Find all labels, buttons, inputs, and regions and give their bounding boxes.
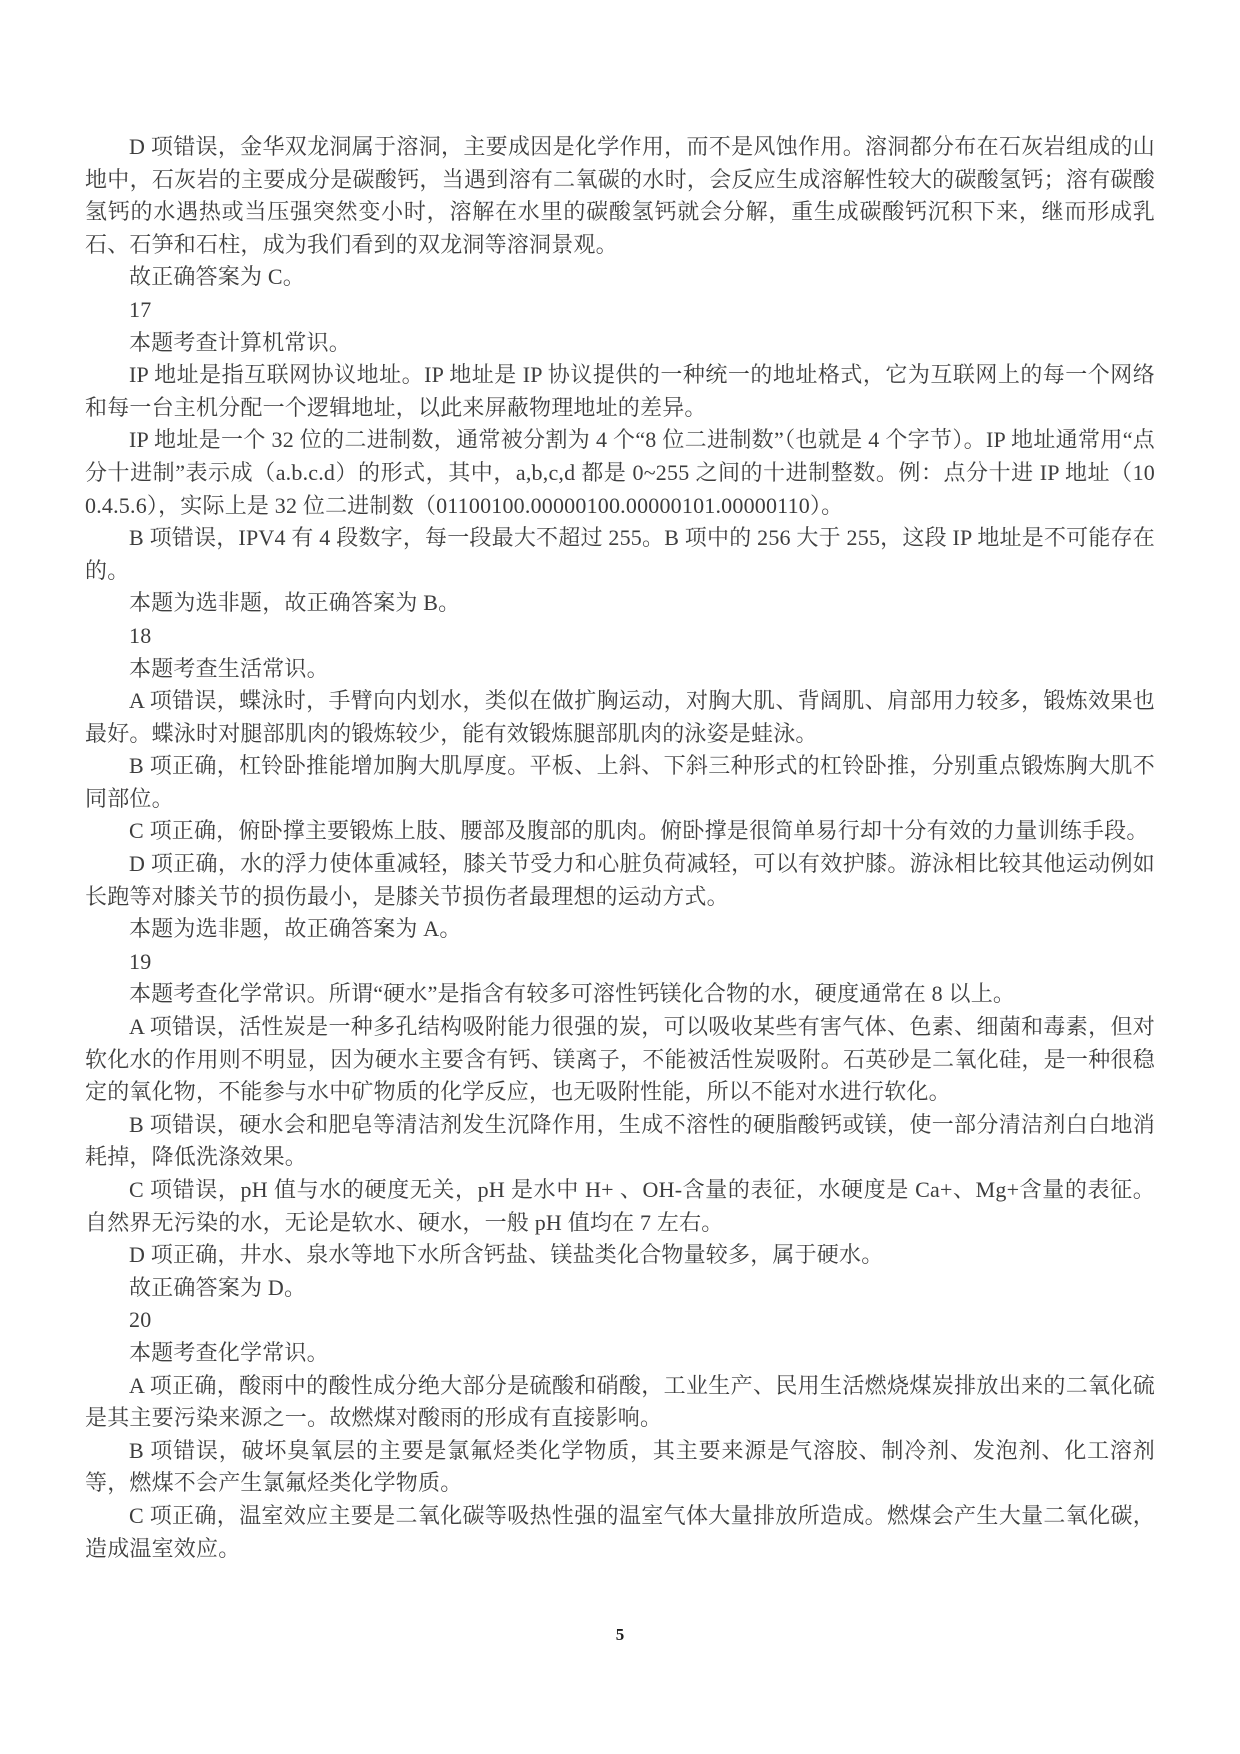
paragraph-option-d-right: D 项正确，井水、泉水等地下水所含钙盐、镁盐类化合物量较多，属于硬水。 bbox=[129, 1242, 884, 1268]
document-body bbox=[85, 131, 1155, 1565]
paragraph-answer-line: 故正确答案为 C。 bbox=[129, 264, 305, 290]
paragraph-option-a-wrong: A 项错误，蝶泳时，手臂向内划水，类似在做扩胸运动，对胸大肌、背阔肌、肩部用力较多，锻炼效果也最好。蝶泳时对腿部肌肉的锻炼较少，能有效锻炼腿部肌肉的泳姿是蛙泳。 bbox=[85, 688, 1155, 746]
paragraph-option-c-right: C 项正确，温室效应主要是二氧化碳等吸热性强的温室气体大量排放所造成。燃煤会产生大量二氧化碳，造成温室效应。 bbox=[85, 1502, 1155, 1561]
paragraph-answer-line: 本题为选非题，故正确答案为 B。 bbox=[129, 590, 461, 616]
paragraph-ip-intro: IP 地址是指互联网协议地址。IP 地址是 IP 协议提供的一种统一的地址格式，它为互联网上的每一个网络和每一台主机分配一个逻辑地址，以此来屏蔽物理地址的差异。 bbox=[85, 362, 1155, 420]
paragraph-option-c-wrong: C 项错误，pH 值与水的硬度无关，pH 是水中 H+ 、OH-含量的表征，水硬度是 Ca+、Mg+含量的表征。自然界无污染的水，无论是软水、硬水，一般 pH 值均在 7 左右。 bbox=[85, 1177, 1155, 1235]
paragraph-option-b-wrong: B 项错误，IPV4 有 4 段数字，每一段最大不超过 255。B 项中的 256 大于 255，这段 IP 地址是不可能存在的。 bbox=[85, 525, 1155, 583]
paragraph-option-a-right: A 项正确，酸雨中的酸性成分绝大部分是硫酸和硝酸，工业生产、民用生活燃烧煤炭排放出来的二氧化硫是其主要污染来源之一。故燃煤对酸雨的形成有直接影响。 bbox=[85, 1372, 1155, 1431]
paragraph-ip-format: IP 地址是一个 32 位的二进制数，通常被分割为 4 个“8 位二进制数”（也就是 4 个字节）。IP 地址通常用“点分十进制”表示成（a.b.c.d）的形式，其中，a,b,c,d 都是 0~255 之间的十进制整数。例：点分十进 IP 地址（100.4.5.6），实际上是 32 位二进制数（01100100.00000100.00000101.00000110）。 bbox=[85, 427, 1155, 518]
paragraph-answer-line: 故正确答案为 D。 bbox=[129, 1274, 307, 1300]
paragraph-option-b-right: B 项正确，杠铃卧推能增加胸大肌厚度。平板、上斜、下斜三种形式的杠铃卧推，分别重点锻炼胸大肌不同部位。 bbox=[85, 753, 1155, 811]
paragraph-answer-d-explanation: D 项错误，金华双龙洞属于溶洞，主要成因是化学作用，而不是风蚀作用。溶洞都分布在石灰岩组成的山地中，石灰岩的主要成分是碳酸钙，当遇到溶有二氧碳的水时，会反应生成溶解性较大的碳酸氢钙；溶有碳酸氢钙的水遇热或当压强突然变小时，溶解在水里的碳酸氢钙就会分解，重生成碳酸钙沉积下来，继而形成乳石、石笋和石柱，成为我们看到的双龙洞等溶洞景观。 bbox=[85, 134, 1155, 257]
paragraph-topic-chemistry: 本题考查化学常识。所谓“硬水”是指含有较多可溶性钙镁化合物的水，硬度通常在 8 以上。 bbox=[129, 981, 1016, 1007]
paragraph-topic-chemistry: 本题考查化学常识。 bbox=[129, 1339, 329, 1365]
paragraph-option-c-right: C 项正确，俯卧撑主要锻炼上肢、腰部及腹部的肌肉。俯卧撑是很简单易行却十分有效的力量训练手段。 bbox=[129, 818, 1149, 844]
paragraph-option-a-wrong: A 项错误，活性炭是一种多孔结构吸附能力很强的炭，可以吸收某些有害气体、色素、细菌和毒素，但对软化水的作用则不明显，因为硬水主要含有钙、镁离子，不能被活性炭吸附。石英砂是二氧化硅，是一种很稳定的氧化物，不能参与水中矿物质的化学反应，也无吸附性能，所以不能对水进行软化。 bbox=[85, 1014, 1155, 1105]
question-number-17: 17 bbox=[129, 296, 152, 322]
paragraph-option-d-right: D 项正确，水的浮力使体重减轻，膝关节受力和心脏负荷减轻，可以有效护膝。游泳相比较其他运动例如长跑等对膝关节的损伤最小，是膝关节损伤者最理想的运动方式。 bbox=[85, 851, 1155, 909]
paragraph-answer-line: 本题为选非题，故正确答案为 A。 bbox=[129, 916, 462, 942]
paragraph-option-b-wrong: B 项错误，硬水会和肥皂等清洁剂发生沉降作用，生成不溶性的硬脂酸钙或镁，使一部分清洁剂白白地消耗掉，降低洗涤效果。 bbox=[85, 1111, 1155, 1170]
paragraph-topic-computer: 本题考查计算机常识。 bbox=[129, 329, 352, 355]
page-number: 5 bbox=[615, 1625, 625, 1644]
question-number-18: 18 bbox=[129, 622, 152, 648]
paragraph-topic-life: 本题考查生活常识。 bbox=[129, 655, 329, 681]
question-number-19: 19 bbox=[129, 948, 152, 974]
question-number-20: 20 bbox=[129, 1307, 152, 1333]
paragraph-option-b-wrong: B 项错误，破坏臭氧层的主要是氯氟烃类化学物质，其主要来源是气溶胶、制冷剂、发泡剂、化工溶剂等，燃煤不会产生氯氟烃类化学物质。 bbox=[85, 1437, 1155, 1496]
